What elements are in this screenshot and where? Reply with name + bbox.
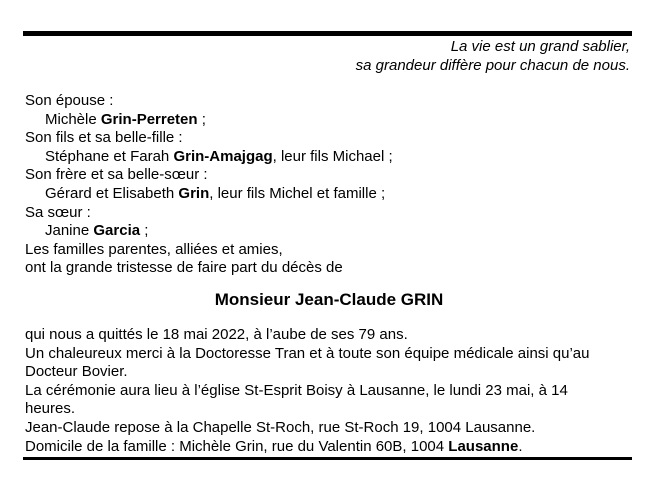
details-line-4: La cérémonie aura lieu à l’église St-Esprit Boisy à Lausanne, le lundi 23 mai, à 14 <box>25 381 568 399</box>
details-line-2: Un chaleureux merci à la Doctoresse Tran et à toute son équipe médicale ainsi qu’au <box>25 344 590 362</box>
brother-label: Son frère et sa belle-sœur : <box>25 166 208 184</box>
son-label: Son fils et sa belle-fille : <box>25 129 183 147</box>
details-paragraph <box>25 326 635 456</box>
quote-line-1: La vie est un grand sablier, <box>450 38 630 55</box>
son-last: Grin-Amajgag <box>173 147 273 165</box>
brother-last: Grin <box>178 184 210 202</box>
family-announcement <box>25 92 635 278</box>
top-rule <box>23 31 632 36</box>
families-line-2: ont la grande tristesse de faire part du décès de <box>25 259 343 277</box>
deceased-name: Monsieur Jean-Claude GRIN <box>214 290 444 309</box>
son-first: Stéphane et Farah <box>45 147 174 165</box>
sister-label: Sa sœur : <box>25 203 91 221</box>
bottom-rule <box>23 457 632 460</box>
son-end: , leur fils Michael ; <box>272 147 393 165</box>
spouse-label: Son épouse : <box>25 92 114 109</box>
spouse-end: ; <box>197 110 206 128</box>
details-line-7 <box>25 438 635 457</box>
brother-entry <box>25 185 635 204</box>
sister-entry <box>25 222 635 241</box>
son-entry <box>25 148 635 167</box>
details-line-3: Docteur Bovier. <box>25 363 128 381</box>
families-line-1: Les familles parentes, alliées et amies, <box>25 240 283 258</box>
brother-first: Gérard et Elisabeth <box>45 184 179 202</box>
quote-line-2: sa grandeur diffère pour chacun de nous. <box>355 56 630 74</box>
details-line-7-end: . <box>518 437 523 455</box>
spouse-first: Michèle <box>45 110 101 128</box>
details-line-6: Jean-Claude repose à la Chapelle St-Roch, rue St-Roch 19, 1004 Lausanne. <box>25 418 536 436</box>
sister-end: ; <box>140 222 149 240</box>
epigraph-quote <box>356 38 630 75</box>
details-line-1: qui nous a quittés le 18 mai 2022, à l’aube de ses 79 ans. <box>25 326 408 343</box>
spouse-last: Grin-Perreten <box>100 110 198 128</box>
brother-end: , leur fils Michel et famille ; <box>209 184 386 202</box>
sister-last: Garcia <box>93 222 141 240</box>
details-line-7-prefix: Domicile de la famille : Michèle Grin, rue du Valentin 60B, 1004 <box>25 437 449 455</box>
details-line-7-city: Lausanne <box>448 437 519 455</box>
sister-first: Janine <box>45 222 94 240</box>
details-line-5: heures. <box>25 400 76 418</box>
spouse-entry <box>25 111 635 130</box>
